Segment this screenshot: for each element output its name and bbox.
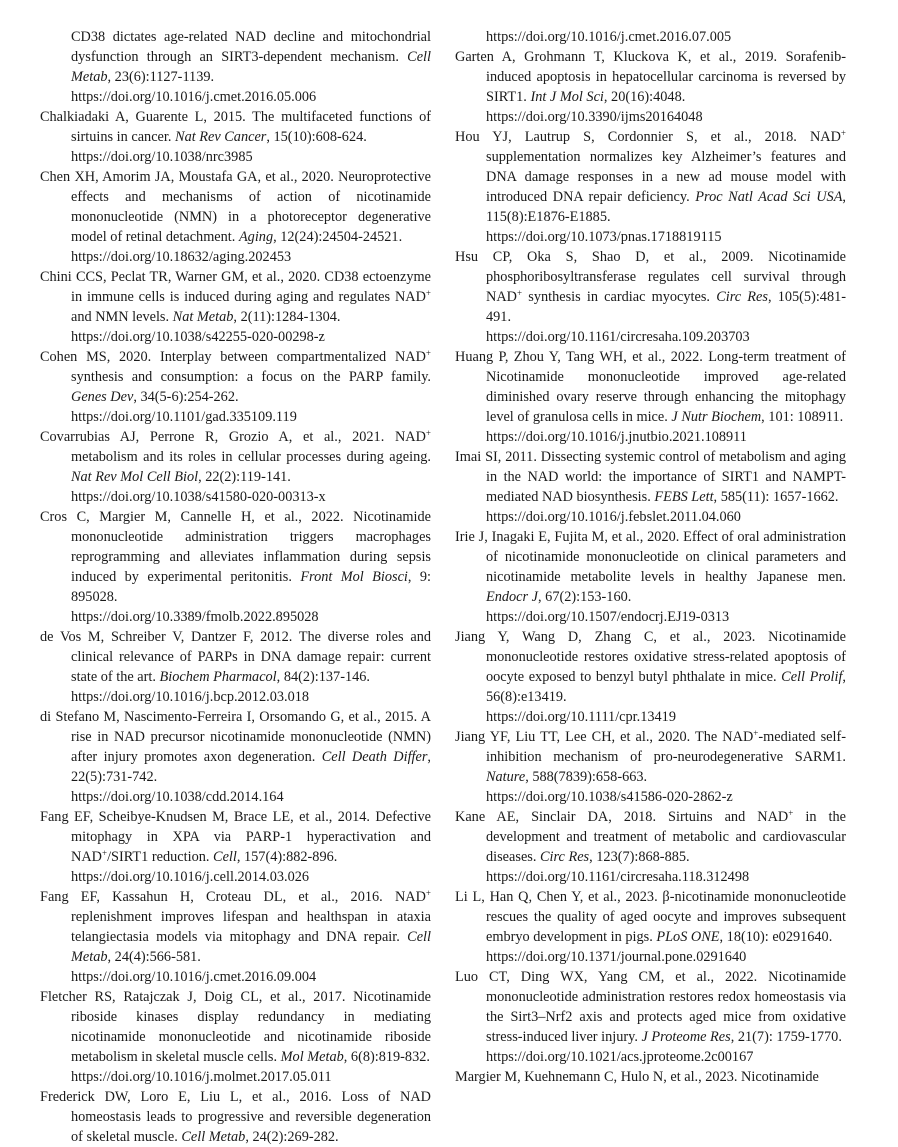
reference-text: Li L, Han Q, Chen Y, et al., 2023. β-nicotinamide mononucleotide rescues the quality of aged oocyte and improves subsequent embryo development in pigs. [455,889,846,945]
reference-entry [455,887,846,967]
reference-volume: , 20(16):4048. [603,89,686,105]
reference-volume: , 56(8):e13419. [486,669,846,705]
reference-journal: Nat Rev Cancer [175,129,267,145]
reference-volume: , 23(6):1127-1139. [107,69,215,85]
reference-superscript: + [425,288,431,298]
reference-journal: Cell Metab [71,929,431,965]
reference-journal: Circ Res [540,849,590,865]
reference-doi-link[interactable]: https://doi.org/10.1016/j.bcp.2012.03.018 [71,689,310,705]
reference-journal: Int J Mol Sci [530,89,604,105]
reference-text: Cohen MS, 2020. Interplay between compartmentalized NAD [40,349,426,365]
reference-journal: Aging [238,229,274,245]
reference-volume: , 21(7): 1759-1770. [730,1029,842,1045]
reference-text: CD38 dictates age-related NAD decline and mitochondrial dysfunction through an SIRT3-dependent mechanism. [71,29,431,65]
reference-text: Jiang Y, Wang D, Zhang C, et al., 2023. Nicotinamide mononucleotide restores oxidative stress-related apoptosis of oocyte exposed to benzyl butyl phthalate in mice. [455,629,846,685]
reference-doi-link[interactable]: https://doi.org/10.1016/j.cmet.2016.09.004 [71,969,317,985]
reference-text: Imai SI, 2011. Dissecting systemic control of metabolism and aging in the NAD world: the importance of SIRT1 and NAMPT-mediated NAD biosynthesis. [455,449,846,505]
reference-volume: , 9: 895028. [71,569,431,605]
reference-doi-link[interactable]: https://doi.org/10.1161/circresaha.118.312498 [486,869,750,885]
reference-superscript: + [101,848,108,858]
reference-volume: , 15(10):608-624. [266,129,367,145]
reference-journal: Proc Natl Acad Sci USA [695,189,843,205]
reference-doi-link[interactable]: https://doi.org/10.1073/pnas.1718819115 [486,229,722,245]
reference-text-cont: synthesis and consumption: a focus on the PARP family. [71,369,431,385]
reference-journal: Front Mol Biosci [300,569,408,585]
reference-entry [455,527,846,627]
reference-superscript: + [516,288,523,298]
reference-doi-link[interactable]: https://doi.org/10.1111/cpr.13419 [486,709,676,725]
reference-volume: , 24(2):269-282. [245,1129,339,1145]
reference-entry [40,107,431,167]
reference-entry [40,347,431,427]
reference-text-cont: replenishment improves lifespan and healthspan in ataxia telangiectasia models via mitophagy and DNA repair. [71,909,431,945]
reference-journal: Nat Rev Mol Cell Biol [71,469,199,485]
reference-volume: , 157(4):882-896. [236,849,338,865]
reference-superscript: + [753,728,759,738]
reference-volume: , 123(7):868-885. [589,849,690,865]
reference-volume: , 24(4):566-581. [107,949,201,965]
reference-volume: , 115(8):E1876-E1885. [486,189,846,225]
reference-journal: Biochem Pharmacol [159,669,277,685]
reference-volume: , 105(5):481-491. [486,289,847,325]
reference-entry [455,1067,846,1087]
reference-superscript: + [425,348,431,358]
reference-doi-link[interactable]: https://doi.org/10.1038/s42255-020-00298-z [71,329,325,345]
reference-volume: , 12(24):24504-24521. [273,229,403,245]
reference-text: Fang EF, Kassahun H, Croteau DL, et al., 2016. NAD [40,889,426,905]
reference-text: Kane AE, Sinclair DA, 2018. Sirtuins and NAD [455,809,789,825]
reference-text-cont: metabolism and its roles in cellular processes during ageing. [71,449,431,465]
reference-entry [455,627,846,727]
reference-journal: FEBS Lett [654,489,714,505]
reference-text: Cros C, Margier M, Cannelle H, et al., 2022. Nicotinamide mononucleotide administration triggers macrophages reprogramming and alleviates inflammation during sepsis induced by experimental peritonitis. [40,509,431,585]
reference-volume: , 67(2):153-160. [538,589,632,605]
reference-entry [40,807,431,887]
reference-text-cont: in the development and treatment of metabolic and cardiovascular diseases. [486,809,846,865]
reference-doi-link[interactable]: https://doi.org/10.1016/j.cmet.2016.07.005 [486,29,732,45]
reference-doi-link[interactable]: https://doi.org/10.1371/journal.pone.0291640 [486,949,747,965]
reference-journal: J Nutr Biochem [671,409,762,425]
reference-entry [40,167,431,267]
reference-entry [455,127,846,247]
reference-doi-link[interactable]: https://doi.org/10.1101/gad.335109.119 [71,409,297,425]
reference-volume: , 6(8):819-832. [343,1049,430,1065]
reference-doi-link[interactable]: https://doi.org/10.1038/cdd.2014.164 [71,789,284,805]
reference-text: Luo CT, Ding WX, Yang CM, et al., 2022. Nicotinamide mononucleotide administration restores redox homeostasis via the Sirt3–Nrf2 axis and protects aged mice from oxidative stress-induced liver injury. [455,969,846,1045]
references-left-column [40,27,431,1147]
reference-text: Chini CCS, Peclat TR, Warner GM, et al., 2020. CD38 ectoenzyme in immune cells is induced during aging and regulates NAD [40,269,431,305]
reference-doi-link[interactable]: https://doi.org/10.1016/j.molmet.2017.05.011 [71,1069,332,1085]
reference-journal: Endocr J [486,589,539,605]
reference-text-cont: and NMN levels. [71,309,170,325]
reference-doi-link[interactable]: https://doi.org/10.1161/circresaha.109.203703 [486,329,750,345]
reference-journal: Cell Metab [181,1129,246,1145]
reference-journal: Genes Dev [71,389,134,405]
reference-text: Hou YJ, Lautrup S, Cordonnier S, et al., 2018. NAD [455,129,841,145]
reference-entry [40,627,431,707]
reference-volume: , 22(5):731-742. [71,749,431,785]
reference-journal: Nature [486,769,526,785]
reference-entry [455,727,846,807]
reference-text: Irie J, Inagaki E, Fujita M, et al., 2020. Effect of oral administration of nicotinamide mononucleotide on clinical parameters and nicotinamide metabolite levels in healthy Japanese men. [455,529,846,585]
reference-entry [40,267,431,347]
reference-text: Jiang YF, Liu TT, Lee CH, et al., 2020. The NAD [455,729,754,745]
reference-entry [455,807,846,887]
reference-entry [40,887,431,987]
reference-doi-link[interactable]: https://doi.org/10.1016/j.jnutbio.2021.108911 [486,429,747,445]
reference-journal: Circ Res [716,289,768,305]
reference-text: Margier M, Kuehnemann C, Hulo N, et al., 2023. Nicotinamide [455,1069,819,1085]
reference-text: Chalkiadaki A, Guarente L, 2015. The multifaceted functions of sirtuins in cancer. [40,109,431,145]
reference-volume: , 588(7839):658-663. [525,769,648,785]
reference-text-cont: synthesis in cardiac myocytes. [522,289,711,305]
reference-journal: Cell Metab [71,49,431,85]
reference-entry [455,247,846,347]
reference-superscript: + [425,888,431,898]
reference-journal: Cell [213,849,237,865]
reference-doi-link[interactable]: https://doi.org/10.1038/nrc3985 [71,149,253,165]
reference-text: Fang EF, Scheibye-Knudsen M, Brace LE, et al., 2014. Defective mitophagy in XPA via PARP-1 hyperactivation and NAD [40,809,431,865]
reference-volume: , 101: 108911. [761,409,844,425]
reference-doi-link[interactable]: https://doi.org/10.3389/fmolb.2022.895028 [71,609,319,625]
reference-entry [455,47,846,127]
reference-text: Fletcher RS, Ratajczak J, Doig CL, et al., 2017. Nicotinamide riboside kinases display redundancy in mediating nicotinamide mononucleotide and nicotinamide riboside metabolism in skeletal muscle cells. [40,989,431,1065]
reference-doi-link[interactable]: https://doi.org/10.3390/ijms20164048 [486,109,703,125]
reference-text: Hsu CP, Oka S, Shao D, et al., 2009. Nicotinamide phosphoribosyltransferase regulates cell survival through NAD [455,249,846,305]
reference-journal: Cell Death Differ [321,749,428,765]
reference-superscript: + [788,808,794,818]
reference-text: di Stefano M, Nascimento-Ferreira I, Orsomando G, et al., 2015. A rise in NAD precursor nicotinamide mononucleotide (NMN) after injury promotes axon degeneration. [40,709,431,765]
reference-text: Huang P, Zhou Y, Tang WH, et al., 2022. Long-term treatment of Nicotinamide mononucleotide improved age-related diminished ovary reserve through enhancing the mitophagy level of granulosa cells in mice. [455,349,846,425]
reference-doi-link[interactable]: https://doi.org/10.1038/s41580-020-00313-x [71,489,326,505]
reference-entry [40,707,431,807]
reference-volume: , 22(2):119-141. [198,469,291,485]
reference-entry [40,427,431,507]
reference-volume: , 2(11):1284-1304. [233,309,341,325]
reference-doi-link[interactable]: https://doi.org/10.1016/j.febslet.2011.04.060 [486,509,741,525]
reference-text: Frederick DW, Loro E, Liu L, et al., 2016. Loss of NAD homeostasis leads to progressive and reversible degeneration of skeletal muscle. [40,1089,431,1145]
reference-superscript: + [840,128,846,138]
reference-text: Chen XH, Amorim JA, Moustafa GA, et al., 2020. Neuroprotective effects and mechanisms of action of nicotinamide mononucleotide (NMN) in a photoreceptor degenerative model of retinal detachment. [40,169,431,245]
reference-volume: , 18(10): e0291640. [719,929,833,945]
reference-doi-link[interactable]: https://doi.org/10.1016/j.cell.2014.03.026 [71,869,310,885]
reference-entry [40,1087,431,1147]
reference-volume: , 585(11): 1657-1662. [713,489,839,505]
reference-text-cont: /SIRT1 reduction. [107,849,210,865]
reference-doi-link[interactable]: https://doi.org/10.1038/s41586-020-2862-z [486,789,733,805]
reference-entry [455,347,846,447]
reference-doi-link[interactable]: https://doi.org/10.18632/aging.202453 [71,249,292,265]
reference-doi-link[interactable]: https://doi.org/10.1021/acs.jproteome.2c00167 [486,1049,754,1065]
reference-entry [40,987,431,1087]
reference-text: Covarrubias AJ, Perrone R, Grozio A, et al., 2021. NAD [40,429,426,445]
reference-volume: , 84(2):137-146. [276,669,370,685]
reference-text-cont: supplementation normalizes key Alzheimer’s features and DNA damage responses in a new ad mouse model with introduced DNA repair deficiency. [486,149,846,205]
reference-journal: Cell Prolif [781,669,843,685]
reference-text: Garten A, Grohmann T, Kluckova K, et al., 2019. Sorafenib-induced apoptosis in hepatocellular carcinoma is reversed by SIRT1. [455,49,846,105]
reference-text-cont: -mediated self-inhibition mechanism of pro-neurodegenerative SARM1. [486,729,846,765]
reference-entry [455,967,846,1067]
reference-entry [40,27,431,107]
reference-entry [455,447,846,527]
reference-volume: , 34(5-6):254-262. [133,389,239,405]
reference-journal: Nat Metab [172,309,234,325]
reference-entry [40,507,431,627]
reference-journal: J Proteome Res [641,1029,731,1045]
reference-journal: PLoS ONE [656,929,720,945]
reference-doi-link[interactable]: https://doi.org/10.1507/endocrj.EJ19-0313 [486,609,730,625]
references-right-column [455,27,846,1087]
reference-journal: Mol Metab [280,1049,344,1065]
reference-entry [455,27,846,47]
reference-text: de Vos M, Schreiber V, Dantzer F, 2012. The diverse roles and clinical relevance of PARPs in DNA damage repair: current state of the art. [40,629,431,685]
reference-superscript: + [425,428,431,438]
reference-doi-link[interactable]: https://doi.org/10.1016/j.cmet.2016.05.006 [71,89,317,105]
